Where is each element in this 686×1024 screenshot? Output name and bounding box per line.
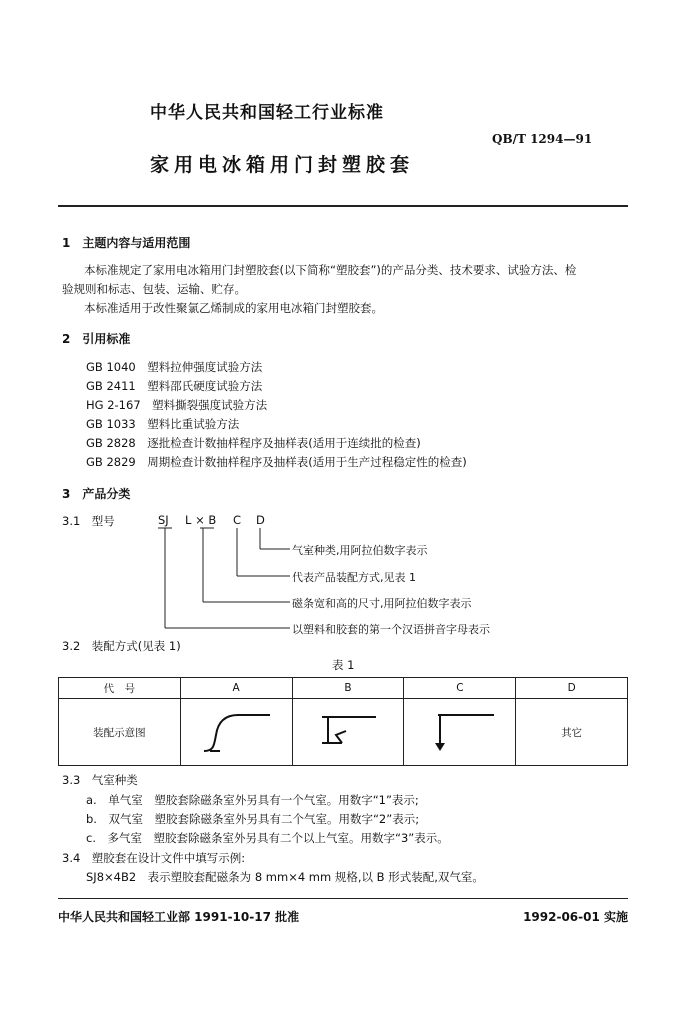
reference-code: GB 2411 [86,379,136,393]
subsection-3-4-label: 3.4 塑胶套在设计文件中填写示例: [62,851,246,865]
assembly-a-cell [180,699,292,766]
model-note-c: 代表产品装配方式,见表 1 [292,571,416,584]
section1-para1-line2: 验规则和标志、包装、运输、贮存。 [62,282,246,296]
model-part-d: D [256,513,265,527]
table-header-cell: C [404,678,516,699]
chamber-desc: 塑胶套除磁条室外另具有一个气室。用数字“1”表示; [154,793,419,807]
assembly-b-cell [292,699,404,766]
reference-code: HG 2-167 [86,398,141,412]
reference-title: 塑料邵氏硬度试验方法 [147,379,263,393]
model-part-lxb: L × B [185,513,217,527]
section3-heading: 3 产品分类 [62,487,131,501]
section1-heading: 1 主题内容与适用范围 [62,236,191,250]
chamber-letter: c. [86,831,96,845]
subsection-3-1-label: 3.1 型号 [62,514,115,528]
reference-code: GB 1040 [86,360,136,374]
assembly-b-diagram [308,707,388,757]
reference-title: 逐批检查计数抽样程序及抽样表(适用于连续批的检查) [147,436,421,450]
table-header-row [59,678,628,699]
section2-heading: 2 引用标准 [62,332,131,346]
assembly-type-table [58,677,628,766]
reference-title: 塑料拉伸强度试验方法 [147,360,263,374]
model-note-sj: 以塑料和胶套的第一个汉语拼音字母表示 [292,623,490,636]
table-1-title: 表 1 [332,658,355,672]
assembly-a-diagram [196,707,276,757]
model-note-lxb: 磁条宽和高的尺寸,用阿拉伯数字表示 [292,597,472,610]
chamber-name: 双气室 [108,812,143,826]
subsection-3-2-label: 3.2 装配方式(见表 1) [62,639,181,653]
chamber-desc: 塑胶套除磁条室外另具有二个气室。用数字“2”表示; [154,812,420,826]
model-part-sj: SJ [158,513,169,527]
assembly-d-cell: 其它 [516,699,628,766]
list-item [86,811,419,827]
table-header-cell: A [180,678,292,699]
chamber-letter: a. [86,793,97,807]
assembly-c-cell [404,699,516,766]
subsection-3-3-label: 3.3 气室种类 [62,773,138,787]
footer-rule [58,898,628,899]
reference-code: GB 2829 [86,455,136,469]
reference-title: 塑料撕裂强度试验方法 [152,398,268,412]
table-row [59,699,628,766]
chamber-name: 单气室 [108,793,143,807]
model-note-d: 气室种类,用阿拉伯数字表示 [292,544,428,557]
document-title: 家用电冰箱用门封塑胶套 [150,154,415,176]
issuing-body-title: 中华人民共和国轻工行业标准 [150,103,384,123]
model-part-c: C [233,513,242,527]
reference-code: GB 1033 [86,417,136,431]
section1-para1-line1: 本标准规定了家用电冰箱用门封塑胶套(以下简称“塑胶套”)的产品分类、技术要求、试验方法、检 [84,263,577,277]
chamber-desc: 塑胶套除磁条室外另具有二个以上气室。用数字“3”表示。 [153,831,449,845]
row-label: 装配示意图 [59,699,181,766]
list-item [86,830,449,846]
section1-para2: 本标准适用于改性聚氯乙烯制成的家用电冰箱门封塑胶套。 [84,301,383,315]
table-header-cell: B [292,678,404,699]
list-item [86,792,419,808]
standard-code: QB/T 1294—91 [492,132,593,146]
designation-example: SJ8×4B2 表示塑胶套配磁条为 8 mm×4 mm 规格,以 B 形式装配,双气室。 [86,870,484,884]
assembly-c-diagram [420,707,500,757]
table-header-cell: 代 号 [59,678,181,699]
reference-code: GB 2828 [86,436,136,450]
approval-line: 中华人民共和国轻工业部 1991-10-17 批准 [58,910,300,924]
reference-title: 周期检查计数抽样程序及抽样表(适用于生产过程稳定性的检查) [147,455,467,469]
chamber-name: 多气室 [107,831,142,845]
table-header-cell: D [516,678,628,699]
effective-date: 1992-06-01 实施 [523,910,628,924]
chamber-letter: b. [86,812,97,826]
reference-title: 塑料比重试验方法 [147,417,240,431]
